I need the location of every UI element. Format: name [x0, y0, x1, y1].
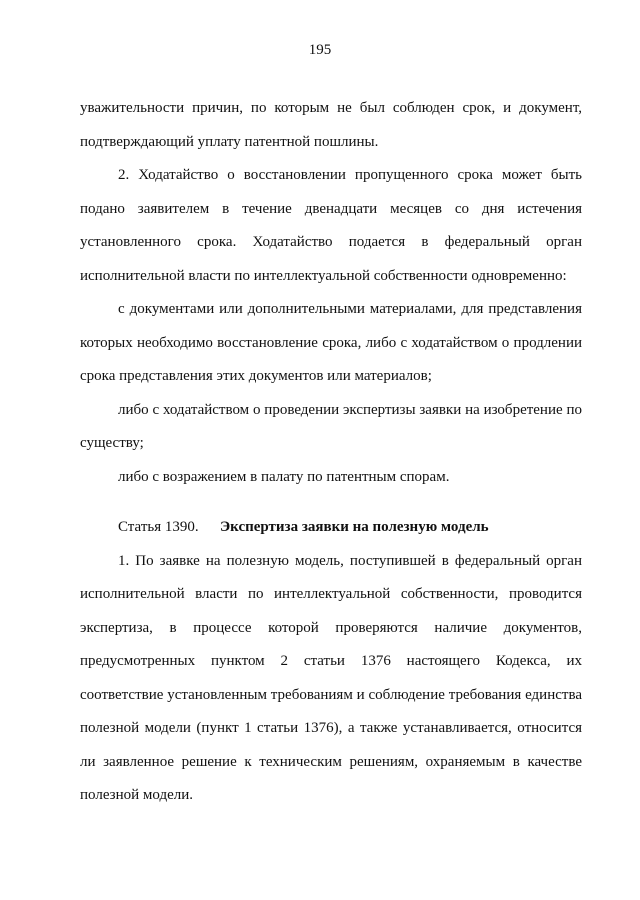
paragraph-with-documents: с документами или дополнительными материалами, для представления которых необходимо восстановление срока, либо с ходатайством о продлении срока представления этих документов или материалов;	[80, 301, 582, 384]
page-number: 195	[308, 42, 332, 58]
paragraph-with-objection: либо с возражением в палату по патентным спорам.	[118, 468, 450, 485]
article-title: Экспертиза заявки на полезную модель	[220, 519, 489, 535]
paragraph-utility-model-examination: 1. По заявке на полезную модель, поступившей в федеральный орган исполнительной власти по интеллектуальной собственности, проводится экспертиза, в процессе которой проверяются наличие документов, предусмотренных пунктом 2 статьи 1376 настоящего Кодекса, их соответствие установленным требованиям и соблюдение требования единства полезной модели (пункт 1 статьи 1376), а также устанавливается, относится ли заявленное решение к техническим решениям, охраняемым в качестве полезной модели.	[80, 552, 582, 803]
document-body	[80, 92, 582, 813]
article-heading	[80, 511, 582, 545]
section-spacer	[80, 494, 582, 511]
paragraph-petition-restoration: 2. Ходатайство о восстановлении пропущенного срока может быть подано заявителем в течение двенадцати месяцев со дня истечения установленного срока. Ходатайство подается в федеральный орган исполнительной власти по интеллектуальной собственности одновременно:	[80, 167, 582, 284]
article-number: Статья 1390.	[118, 519, 199, 535]
paragraph-continuation: уважительности причин, по которым не был соблюден срок, и документ, подтверждающий уплату патентной пошлины.	[80, 100, 582, 150]
paragraph-with-examination-petition: либо с ходатайством о проведении экспертизы заявки на изобретение по существу;	[80, 401, 582, 451]
